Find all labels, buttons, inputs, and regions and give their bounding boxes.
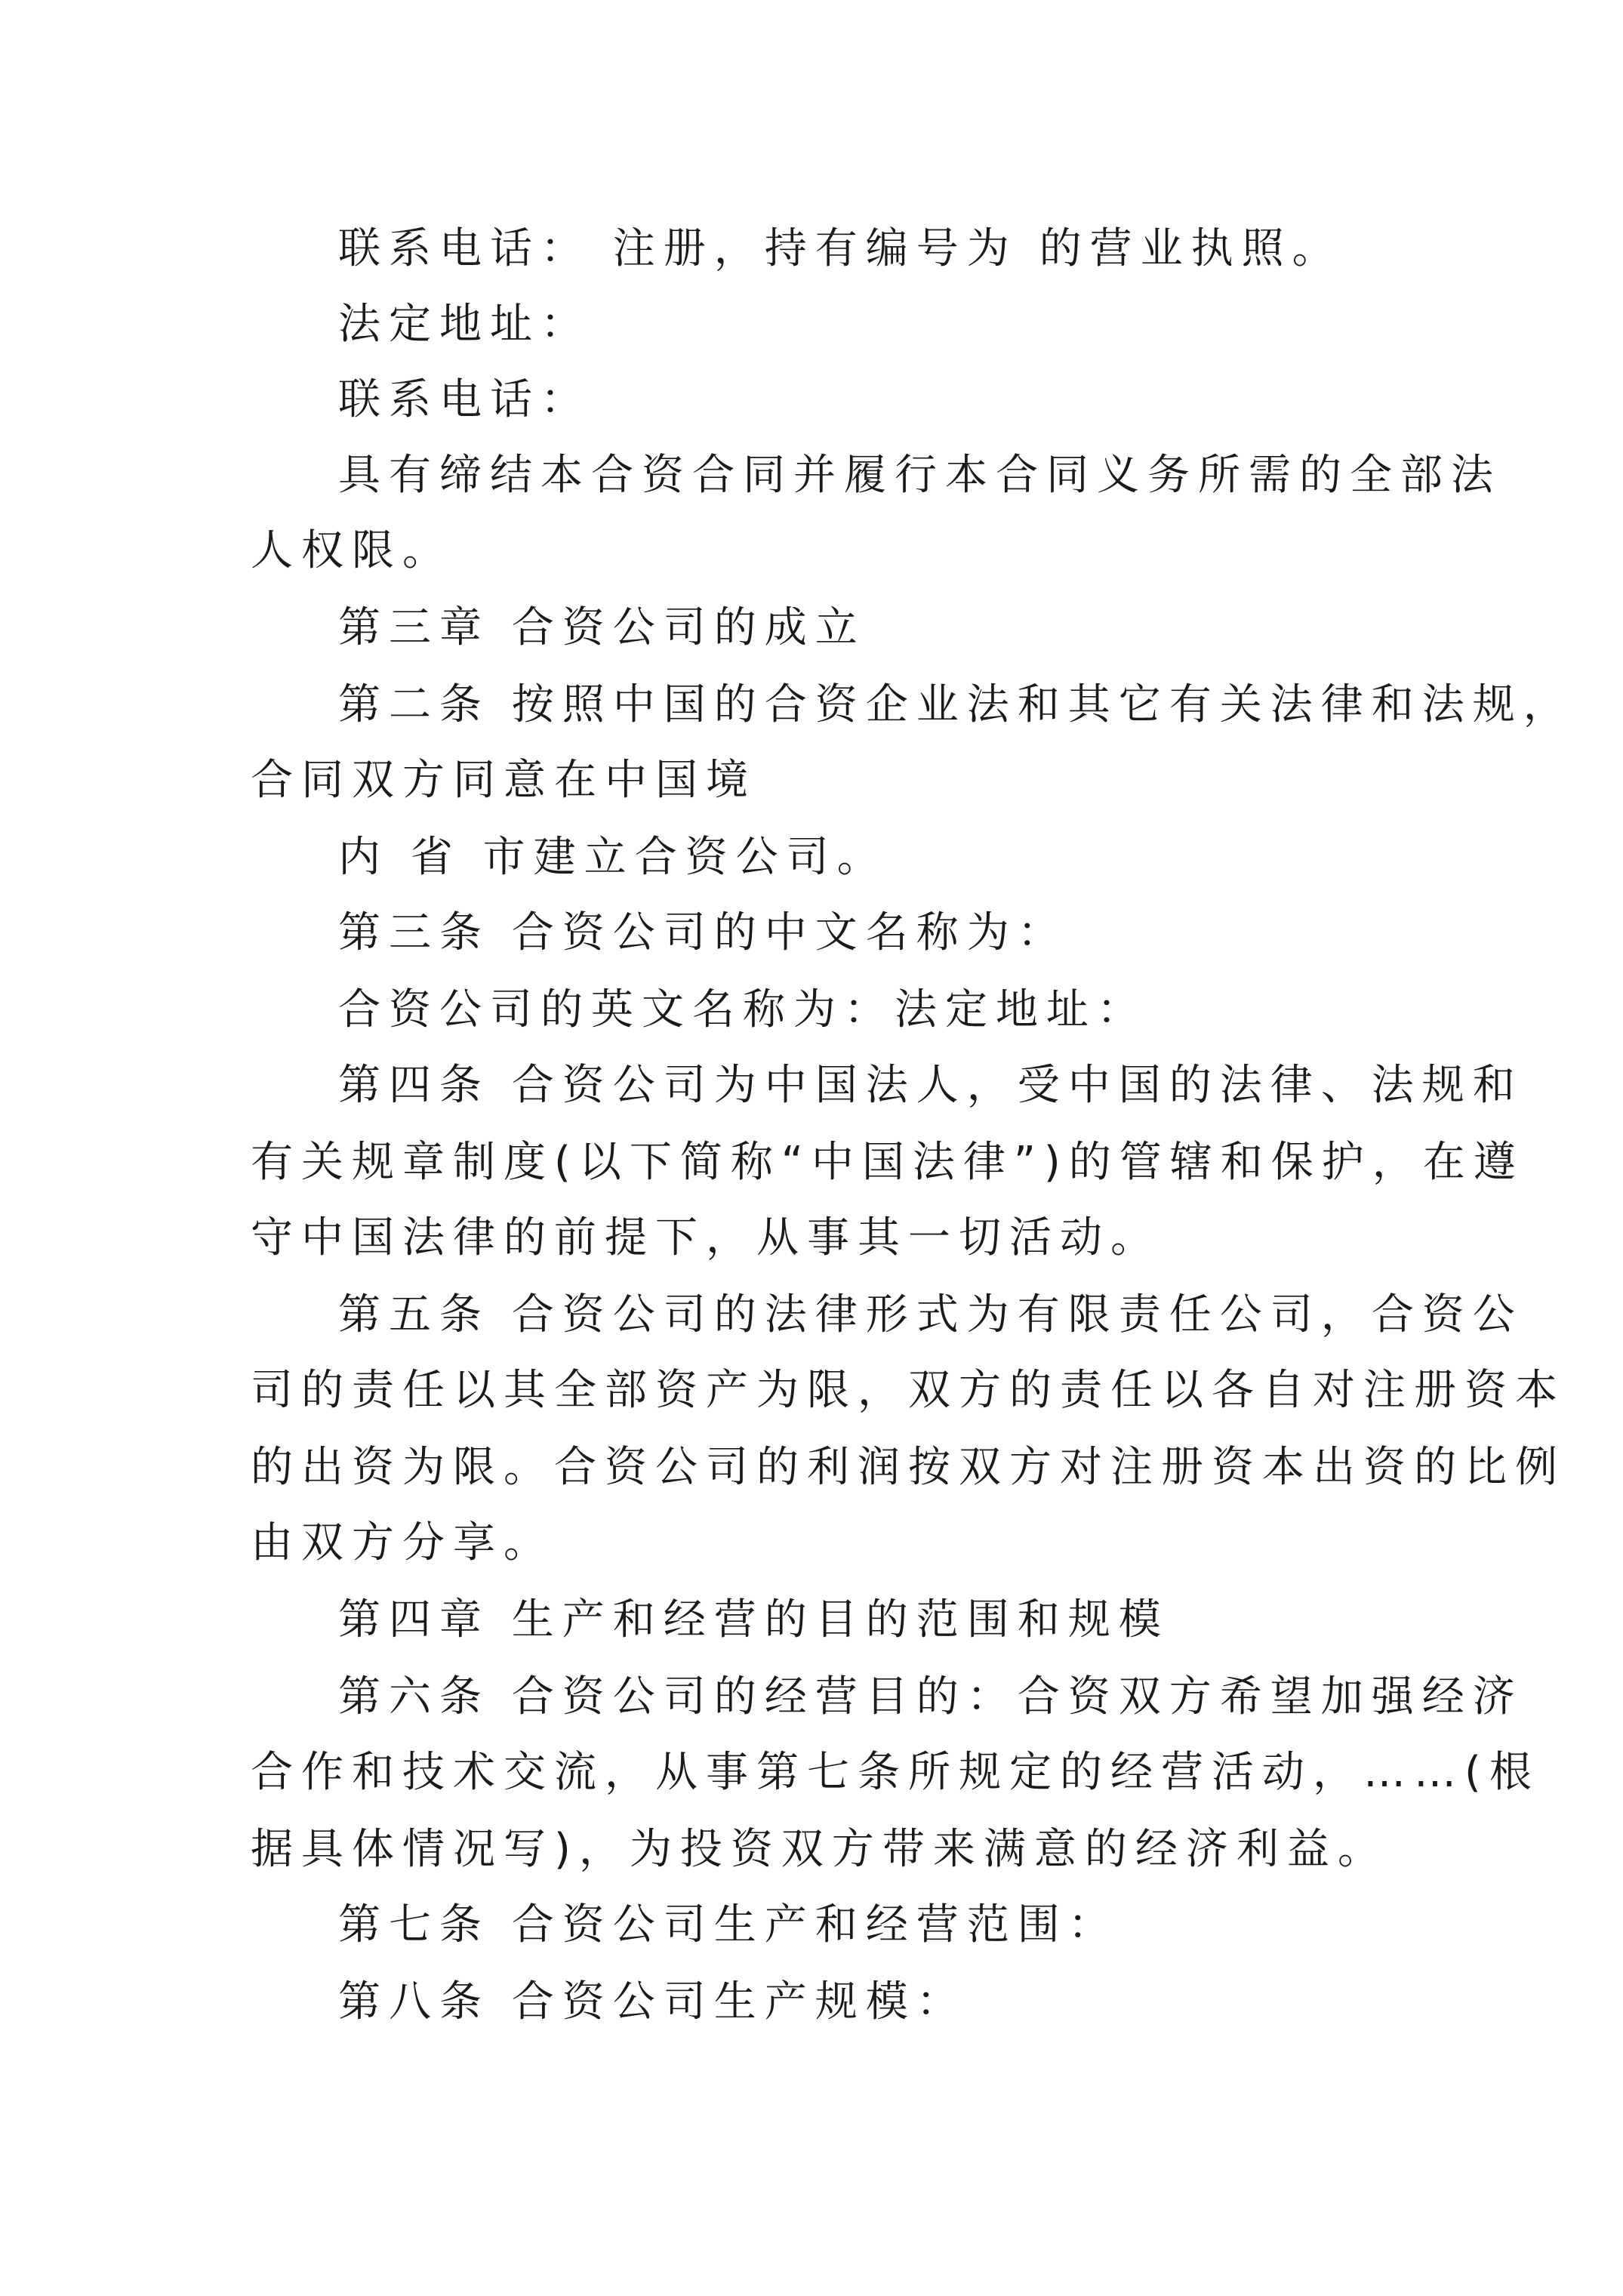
article-line: 有关规章制度(以下简称“中国法律”)的管辖和保护，在遵: [251, 1138, 1524, 1187]
article-line: 内 省 市建立合资公司。: [338, 833, 888, 882]
article-line: 由双方分享。: [251, 1518, 554, 1567]
article-line: 合资公司的英文名称为：法定地址：: [338, 985, 1147, 1034]
chapter-heading: 第四章 生产和经营的目的范围和规模: [338, 1595, 1169, 1644]
article-line: 据具体情况写)，为投资双方带来满意的经济利益。: [251, 1825, 1388, 1874]
contact-phone-line: 联系电话： 注册，持有编号为 的营业执照。: [338, 224, 1343, 273]
paragraph-line: 人权限。: [251, 526, 453, 575]
article-line: 司的责任以其全部资产为限，双方的责任以各自对注册资本: [251, 1366, 1566, 1415]
article-line: 第二条 按照中国的合资企业法和其它有关法律和法规，: [338, 680, 1574, 729]
article-line: 第五条 合资公司的法律形式为有限责任公司，合资公: [338, 1290, 1523, 1339]
article-line: 第三条 合资公司的中文名称为：: [338, 908, 1068, 957]
article-line: 守中国法律的前提下，从事其一切活动。: [251, 1213, 1161, 1262]
article-line: 合同双方同意在中国境: [251, 756, 756, 805]
chapter-heading: 第三章 合资公司的成立: [338, 603, 866, 652]
article-line: 第四条 合资公司为中国法人，受中国的法律、法规和: [338, 1061, 1523, 1110]
legal-address-line: 法定地址：: [338, 300, 591, 349]
contact-phone-line-2: 联系电话：: [338, 375, 591, 424]
paragraph-line: 具有缔结本合资合同并履行本合同义务所需的全部法: [338, 451, 1501, 500]
article-line: 第六条 合资公司的经营目的：合资双方希望加强经济: [338, 1672, 1523, 1721]
article-line: 的出资为限。合资公司的利润按双方对注册资本出资的比例: [251, 1443, 1566, 1492]
article-line: 第七条 合资公司生产和经营范围：: [338, 1900, 1119, 1949]
article-line: 第八条 合资公司生产规模：: [338, 1977, 967, 2026]
article-line: 合作和技术交流，从事第七条所规定的经营活动，……(根: [251, 1748, 1540, 1797]
